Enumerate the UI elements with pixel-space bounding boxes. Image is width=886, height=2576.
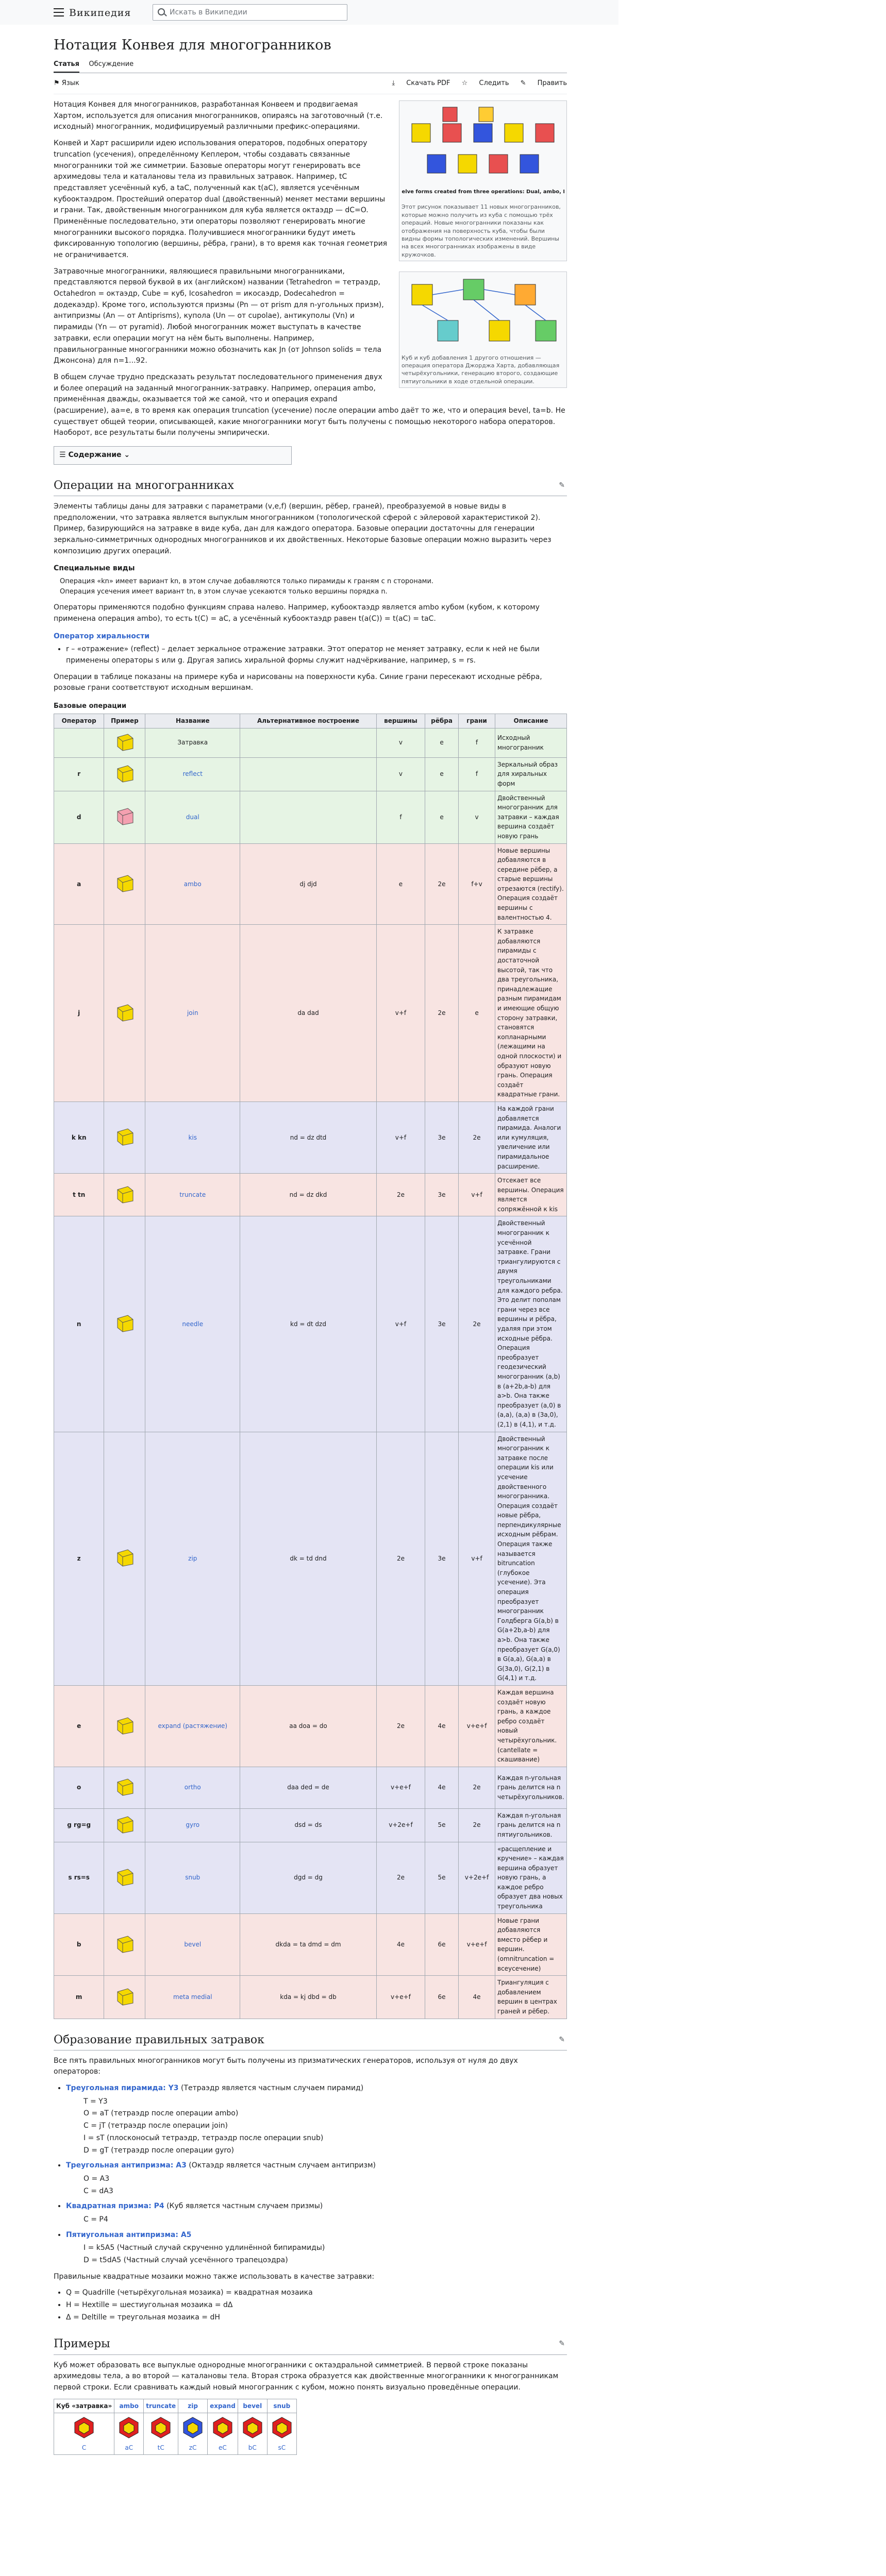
example-header: bevel [238, 2399, 267, 2413]
cell-name: reflect [145, 757, 240, 791]
sec3-p1: Куб может образовать все выпуклые однородные многогранники с октаэдральной симметрией. В первой строке показаны архимедовы тела, а во второй — каталановы тела. Вторая строка образуется как двойственные многогранники к многогранникам первой строки. Если сравнивать каждый новый многогранник с кубом, можно понять визуально проведённые операции. [54, 2361, 559, 2392]
cell-alt: da dad [240, 925, 377, 1102]
tab-talk[interactable]: Обсуждение [89, 60, 134, 69]
example-cell: bC [238, 2413, 267, 2455]
seed-subitem: D = t5dA5 (Частный случай усечённого трапецоэдра) [83, 2256, 288, 2265]
example-cell: sC [267, 2413, 296, 2455]
cell-desc: Двойственный многогранник к затравке после операции kis или усечение двойственного многогранника. Операция создаёт новые рёбра, перпендикулярные исходным рёбрам. Операция также называется bitruncation (глубокое усечение). Эта операция преобразует многогранник Голдберга G(a,b) в G(a+2b,a-b) для a>b. Она также преобразует G(a,0) в G(a,a), G(a,a) в G(3a,0), G(2,1) в G(4,1) и т.д. [495, 1432, 567, 1685]
table-row [54, 1101, 567, 1173]
cube-example [104, 1808, 145, 1842]
example-cell: eC [208, 2413, 238, 2455]
cell-alt: dsd = ds [240, 1808, 377, 1842]
table-row [54, 1976, 567, 2019]
language-button[interactable]: ⚑ Язык [54, 79, 79, 88]
edit-section-icon[interactable]: ✎ [559, 481, 565, 489]
sec1-p1: Элементы таблицы даны для затравки с параметрами (v,e,f) (вершин, рёбер, граней), преобразуемой в новые виды в предположении, что затравка является выпуклым многогранником (топологической сферой с эйлеровой характеристикой 2). Пример, базирующийся на затравке в виде куба, дан для каждого оператора. Базовые операции достаточны для генерации зеркально-симметричных однородных многогранников и их двойственных. Некоторые базовые операции можно выразить через композицию других операций. [54, 502, 551, 555]
table-row [54, 1174, 567, 1216]
page-title: Нотация Конвея для многогранников [54, 37, 331, 53]
example-cell: C [54, 2413, 114, 2455]
cell-e: e [425, 791, 459, 843]
example-header: ambo [114, 2399, 144, 2413]
cell-f: f+v [459, 843, 495, 925]
cell-name: kis [145, 1101, 240, 1173]
cell-v: 2e [376, 1432, 425, 1685]
cell-e: 3e [425, 1101, 459, 1173]
cell-name: meta medial [145, 1976, 240, 2019]
cell-e: 3e [425, 1216, 459, 1432]
cell-v: 2e [376, 1174, 425, 1216]
cell-op: s rs=s [54, 1842, 104, 1913]
section-seeds: Образование правильных затравок ✎ [54, 2031, 567, 2050]
cell-f: v+e+f [459, 1685, 495, 1767]
section-operations: Операции на многогранниках ✎ [54, 477, 567, 496]
cube-example [104, 728, 145, 757]
cube-example [104, 1174, 145, 1216]
tiling-list: • Q = Quadrille (четырёхугольная мозаика) = квадратная мозаика • H = Hextille = шестиугольная мозаика = dΔ • Δ = Deltille = треугольная мозаика = dH [54, 2287, 567, 2323]
cell-desc: Новые грани добавляются вместо рёбер и вершин. (omnitruncation = всеусечение) [495, 1913, 567, 1976]
seed-item: • Треугольная антипризма: A3 (Октаэдр является частным случаем антипризм) O = A3 C = dA3 [66, 2160, 567, 2197]
cell-e: e [425, 757, 459, 791]
example-cell: aC [114, 2413, 144, 2455]
cell-alt: dj djd [240, 843, 377, 925]
cell-f: 2e [459, 1767, 495, 1808]
cell-e: 3e [425, 1174, 459, 1216]
cell-name: ortho [145, 1767, 240, 1808]
cube-example [104, 791, 145, 843]
cell-v: v [376, 757, 425, 791]
col-header: вершины [376, 714, 425, 728]
cube-example [104, 1842, 145, 1913]
search-box[interactable] [153, 4, 347, 21]
cell-name: join [145, 925, 240, 1102]
cell-desc: Каждая n-угольная грань делится на n пятиугольников. [495, 1808, 567, 1842]
chiral-list: • r – «отражение» (reflect) – делает зеркальное отражение затравки. Этот оператор не меняет затравку, если к ней не были применены операторы s или g. Другая запись хиральной формы служит надчёркивание, например, s = rs. [54, 644, 567, 666]
figure-label: Twelve forms created from three operations: Dual, ambo, Kis [402, 189, 564, 195]
cell-e: 6e [425, 1913, 459, 1976]
cell-op: m [54, 1976, 104, 2019]
cube-example [104, 1767, 145, 1808]
cell-f: 2e [459, 1216, 495, 1432]
cell-desc: Каждая n-угольная грань делится на n четырёхугольников. [495, 1767, 567, 1808]
table-row [54, 1808, 567, 1842]
cube-icon [114, 1547, 135, 1567]
cell-desc: Триангуляция с добавлением вершин в центрах граней и рёбер. [495, 1976, 567, 2019]
heading-special: Специальные виды [54, 564, 135, 573]
cube-icon [114, 1866, 135, 1887]
cube-example [104, 1976, 145, 2019]
cell-v: v+2e+f [376, 1808, 425, 1842]
cell-f: v+f [459, 1174, 495, 1216]
cube-icon [114, 762, 135, 783]
cell-e: 5e [425, 1808, 459, 1842]
cell-desc: Зеркальный образ для хиральных форм [495, 757, 567, 791]
col-header: Альтернативное построение [240, 714, 377, 728]
sec1-p3: Операции в таблице показаны на примере куба и нарисованы на поверхности куба. Синие грани пересекают исходные рёбра, розовые грани соответствуют исходным вершинам. [54, 672, 542, 692]
article [54, 29, 567, 2455]
cube-icon [114, 1776, 135, 1797]
cell-f: v+e+f [459, 1913, 495, 1976]
cube-example [104, 757, 145, 791]
heading-chiral: Оператор хиральности [54, 632, 150, 640]
cell-alt: dk = td dnd [240, 1432, 377, 1685]
cell-name: ambo [145, 843, 240, 925]
cell-v: v+e+f [376, 1767, 425, 1808]
table-row [54, 1767, 567, 1808]
cube-icon [114, 872, 135, 893]
cell-name: zip [145, 1432, 240, 1685]
intro-p3: Затравочные многогранники, являющиеся правильными многогранниками, представляются первой буквой в их (английском) названии (Tetrahedron = тетраэдр, Octahedron = октаэдр, Cube = куб, Icosahedron = икосаэдр, Dodecahedron = додекаэдр). Кроме того, используются призмы (Pn — от prism для n-угольных призм), антипризмы (An — от Antiprisms), купола (Un — от cupolae), антикуполы (Vn) и пирамиды (Yn — от pyramid). Любой многогранник может выступать в качестве затравки, если операции могут на нём быть выполнены. Например, правильногранные многогранники можно обозначить как Jn (от Johnson solids = тела Джонсона) для n=1...92. [54, 267, 384, 365]
cell-desc: Каждая вершина создаёт новую грань, а каждое ребро создаёт новый четырёхугольник. (cantellate = скашивание) [495, 1685, 567, 1767]
cell-v: 2e [376, 1685, 425, 1767]
cell-desc: К затравке добавляются пирамиды с достаточной высотой, так что два треугольника, принадлежащие разным пирамидам и имеющие общую сторону затравки, становятся копланарными (лежащими на одной плоскости) и образуют новую грань. Операция создаёт квадратные грани. [495, 925, 567, 1102]
cell-f: v+2e+f [459, 1842, 495, 1913]
search-icon [158, 8, 165, 15]
example-header: expand [208, 2399, 238, 2413]
seed-subitem: T = Y3 [83, 2097, 108, 2106]
intro-p1: Нотация Конвея для многогранников, разработанная Конвеем и продвигаемая Хартом, используется для описания многогранников, опираясь на заготовочный (т.е. исходный) многогранник, модифицируемый различными префикс-операциями. [54, 100, 383, 131]
cube-example [104, 1432, 145, 1685]
examples-table [54, 2399, 297, 2455]
cell-e: 2e [425, 925, 459, 1102]
figure-twelve-forms [399, 100, 567, 261]
cell-f: v [459, 791, 495, 843]
table-row [54, 925, 567, 1102]
cell-v: v+f [376, 1101, 425, 1173]
figure-caption: Этот рисунок показывает 11 новых многогранников, которые можно получить из куба с помощью трёх операций. Новые многогранники показаны как отображения на поверхность куба, чтобы были видны формы топологических изменений. Вершины на всех многогранниках изображены в виде кружочков. [402, 204, 561, 258]
example-cell: zC [178, 2413, 208, 2455]
cell-op: t tn [54, 1174, 104, 1216]
cell-name: Затравка [145, 728, 240, 757]
table-row [54, 1216, 567, 1432]
cell-alt: kd = dt dzd [240, 1216, 377, 1432]
cell-v: v+f [376, 1216, 425, 1432]
special-list: Операция «kn» имеет вариант kn, в этом случае добавляются только пирамиды к граням с n сторонами. Операция усечения имеет вариант tn, в этом случае усекаются только вершины порядка n. [60, 577, 434, 596]
cell-alt [240, 728, 377, 757]
cube-icon [114, 1933, 135, 1954]
sec2-p1: Все пять правильных многогранников могут быть получены из призматических генераторов, используя от нуля до двух операторов: [54, 2056, 518, 2076]
tool-row [54, 73, 567, 94]
polyhedron-icon [210, 2415, 235, 2440]
cube-icon [114, 1183, 135, 1204]
section-examples: Примеры ✎ [54, 2335, 567, 2354]
polyhedron-icon [240, 2415, 265, 2440]
cube-icon [114, 731, 135, 752]
table-row [54, 757, 567, 791]
cube-example [104, 1101, 145, 1173]
example-header: zip [178, 2399, 208, 2413]
table-caption: Базовые операции [54, 702, 127, 710]
cell-name: truncate [145, 1174, 240, 1216]
intro-p4: В общем случае трудно предсказать результат последовательного применения двух и более операций на заданный многогранник-затравку. Например, операция ambo, применённая дважды, оказывается той же самой, что и операция expand (расширение), aa=e, в то время как операция truncation (усечение) после операции ambo даёт то же, что и операция bevel, ta=b. Не существует общей теории, описывающей, какие многогранники могут быть получены с помощью некоторого набора операторов. Наоборот, все результаты были получены эмпирически. [54, 372, 565, 437]
cube-example [104, 1685, 145, 1767]
cell-e: 2e [425, 843, 459, 925]
cell-alt [240, 757, 377, 791]
cell-desc: Двойственный многогранник для затравки – каждая вершина создаёт новую грань [495, 791, 567, 843]
example-cell: tC [144, 2413, 178, 2455]
edit-section-icon[interactable]: ✎ [559, 2035, 565, 2044]
figure-kis-diagram [399, 272, 567, 388]
seed-subitem: I = sT (плосконосый тетраэдр, тетраэдр после операции snub) [83, 2133, 324, 2142]
table-row [54, 1432, 567, 1685]
examples-table-wrap [54, 2399, 567, 2455]
sec1-p2: Операторы применяются подобно функциям справа налево. Например, кубооктаэдр является ambo кубом (кубом, к которому применена операция ambo), то есть t(C) = aC, а усечённый кубооктаэдр равен t(a(C)) = t(aC) = taC. [54, 603, 540, 623]
figure-caption-2: Куб и куб добавления 1 другого отношения — операция оператора Джорджа Харта, добавляющая четырёхугольники, генерацию второго, создающие пятиугольники в ходе отдельной операции. [402, 354, 560, 385]
sec2-p2: Правильные квадратные мозаики можно также использовать в качестве затравки: [54, 2272, 375, 2281]
cell-alt: kda = kj dbd = db [240, 1976, 377, 2019]
page-tabs [54, 57, 567, 73]
cell-desc: Двойственный многогранник к усечённой затравке. Грани триангулируются с двумя треугольниками для каждого ребра. Это делит пополам грани через все вершины и рёбра, удаляя при этом исходные рёбра. Операция преобразует геодезический многогранник (a,b) в (a+2b,a-b) для a>b. Она также преобразует (a,0) в (a,a), (a,a) в (3a,0), (2,1) в (4,1), и т.д. [495, 1216, 567, 1432]
cube-example [104, 1913, 145, 1976]
cell-v: 4e [376, 1913, 425, 1976]
seed-subitem: C = P4 [83, 2215, 108, 2224]
seed-subitem: O = aT (тетраэдр после операции ambo) [83, 2109, 239, 2118]
table-row [54, 728, 567, 757]
col-header: Пример [104, 714, 145, 728]
cell-f: 4e [459, 1976, 495, 2019]
seed-item: • Треугольная пирамида: Y3 (Тетраэдр является частным случаем пирамид) T = Y3 O = aT (тетраэдр после операции ambo) C = jT (тетраэдр после операции join) I = sT (плосконосый тетраэдр, тетраэдр после операции snub) D = gT (тетраэдр после операции gyro) [66, 2083, 567, 2156]
menu-icon[interactable] [54, 8, 64, 16]
seed-subitem: O = A3 [83, 2174, 110, 2183]
cell-e: e [425, 728, 459, 757]
download-pdf-button[interactable]: ⤓ Скачать PDF [392, 79, 450, 88]
cube-example [104, 925, 145, 1102]
cell-alt [240, 791, 377, 843]
example-header: Куб «затравка» [54, 2399, 114, 2413]
cell-f: f [459, 728, 495, 757]
seed-item: • Пятиугольная антипризма: A5 I = k5A5 (Частный случай скрученно удлинённой бипирамиды) D = t5dA5 (Частный случай усечённого трапецоэдра) [66, 2230, 567, 2266]
cell-f: e [459, 925, 495, 1102]
cell-op: a [54, 843, 104, 925]
top-bar [0, 0, 618, 25]
cell-v: v [376, 728, 425, 757]
cell-f: v+f [459, 1432, 495, 1685]
cell-f: 2e [459, 1808, 495, 1842]
table-row [54, 791, 567, 843]
cell-e: 5e [425, 1842, 459, 1913]
cell-op: g rg=g [54, 1808, 104, 1842]
cell-v: f [376, 791, 425, 843]
cell-name: needle [145, 1216, 240, 1432]
cell-v: 2e [376, 1842, 425, 1913]
cell-name: bevel [145, 1913, 240, 1976]
cube-example [104, 843, 145, 925]
cell-v: v+f [376, 925, 425, 1102]
cell-f: 2e [459, 1101, 495, 1173]
cell-desc: «расщепление и кручение» – каждая вершина образует новую грань, а каждое ребро образует два новых треугольника [495, 1842, 567, 1913]
cell-op: z [54, 1432, 104, 1685]
table-row [54, 1685, 567, 1767]
polyhedron-icon [72, 2415, 96, 2440]
cell-e: 4e [425, 1685, 459, 1767]
table-of-contents[interactable]: ☰ Содержание ⌄ [54, 446, 292, 465]
cell-op: e [54, 1685, 104, 1767]
polyhedron-icon [148, 2415, 173, 2440]
cell-op: n [54, 1216, 104, 1432]
cube-icon [114, 1986, 135, 2006]
cell-op: d [54, 791, 104, 843]
cube-example [104, 1216, 145, 1432]
intro-p2: Конвей и Харт расширили идею использования операторов, подобных оператору truncation (усечения), определённому Кеплером, чтобы создавать связанные многогранники той же симметрии. Базовые операторы могут генерировать все архимедовы тела и каталановы тела из правильных затравок. Например, tC представляет усечённый куб, а taC, полученный как t(aC), является усечённым кубооктаэдром. Простейший оператор dual (двойственный) меняет местами вершины и грани. Так, двойственным многогранником для куба является октаэдр — dC=O. Применённые последовательно, эти операторы позволяют генерировать многие многогранники высокого порядка. Получившиеся многогранники будут иметь фиксированную топологию (вершины, рёбра, грани), в то время как точная геометрия не ограничивается. [54, 139, 388, 260]
polyhedron-icon [116, 2415, 141, 2440]
watch-button[interactable]: ☆ Следить [461, 79, 509, 88]
edit-button[interactable]: ✎ Править [520, 79, 567, 88]
col-header: рёбра [425, 714, 459, 728]
seed-item: • Квадратная призма: P4 (Куб является частным случаем призмы) C = P4 [66, 2201, 567, 2225]
cell-name: gyro [145, 1808, 240, 1842]
cell-op: r [54, 757, 104, 791]
seed-subitem: C = jT (тетраэдр после операции join) [83, 2122, 228, 2130]
cell-op: o [54, 1767, 104, 1808]
cube-icon [114, 1814, 135, 1834]
seed-subitem: C = dA3 [83, 2187, 113, 2195]
example-header: truncate [144, 2399, 178, 2413]
cube-icon [114, 805, 135, 826]
cell-op: k kn [54, 1101, 104, 1173]
cell-v: e [376, 843, 425, 925]
cell-desc: На каждой грани добавляется пирамида. Аналоги или кумуляция, увеличение или пирамидальное расширение. [495, 1101, 567, 1173]
cell-v: v+e+f [376, 1976, 425, 2019]
cube-icon [114, 1715, 135, 1735]
cell-alt: daa ded = de [240, 1767, 377, 1808]
cell-alt: aa doa = do [240, 1685, 377, 1767]
cube-icon [114, 1126, 135, 1146]
col-header: Оператор [54, 714, 104, 728]
cell-op: j [54, 925, 104, 1102]
seed-list [54, 2083, 567, 2266]
seed-subitem: D = gT (тетраэдр после операции gyro) [83, 2146, 234, 2155]
col-header: Описание [495, 714, 567, 728]
cube-icon [114, 1002, 135, 1022]
tab-article[interactable]: Статья [54, 57, 79, 73]
cell-alt: nd = dz dtd [240, 1101, 377, 1173]
seed-subitem: I = k5A5 (Частный случай скрученно удлинённой бипирамиды) [83, 2244, 325, 2252]
cell-name: snub [145, 1842, 240, 1913]
cell-f: f [459, 757, 495, 791]
search-input[interactable] [169, 7, 341, 18]
cell-e: 3e [425, 1432, 459, 1685]
operations-table [54, 714, 567, 2019]
example-header: snub [267, 2399, 296, 2413]
col-header: грани [459, 714, 495, 728]
figure-cubes-image[interactable] [402, 103, 564, 201]
cell-e: 6e [425, 1976, 459, 2019]
cell-name: expand (растяжение) [145, 1685, 240, 1767]
figure-diagram-image[interactable] [402, 274, 564, 351]
cell-desc: Отсекает все вершины. Операция является сопряжённой к kis [495, 1174, 567, 1216]
cell-op [54, 728, 104, 757]
cell-desc: Новые вершины добавляются в середине рёбер, а старые вершины отрезаются (rectify). Операция создаёт вершины с валентностью 4. [495, 843, 567, 925]
cell-alt: dgd = dg [240, 1842, 377, 1913]
cell-op: b [54, 1913, 104, 1976]
site-logo[interactable]: Википедия [69, 7, 131, 19]
cell-e: 4e [425, 1767, 459, 1808]
cell-desc: Исходный многогранник [495, 728, 567, 757]
table-row [54, 843, 567, 925]
polyhedron-icon [270, 2415, 294, 2440]
table-row [54, 1913, 567, 1976]
cube-icon [114, 1312, 135, 1333]
edit-section-icon[interactable]: ✎ [559, 2340, 565, 2348]
cell-alt: nd = dz dkd [240, 1174, 377, 1216]
cell-alt: dkda = ta dmd = dm [240, 1913, 377, 1976]
col-header: Название [145, 714, 240, 728]
table-row [54, 1842, 567, 1913]
polyhedron-icon [180, 2415, 205, 2440]
cell-name: dual [145, 791, 240, 843]
